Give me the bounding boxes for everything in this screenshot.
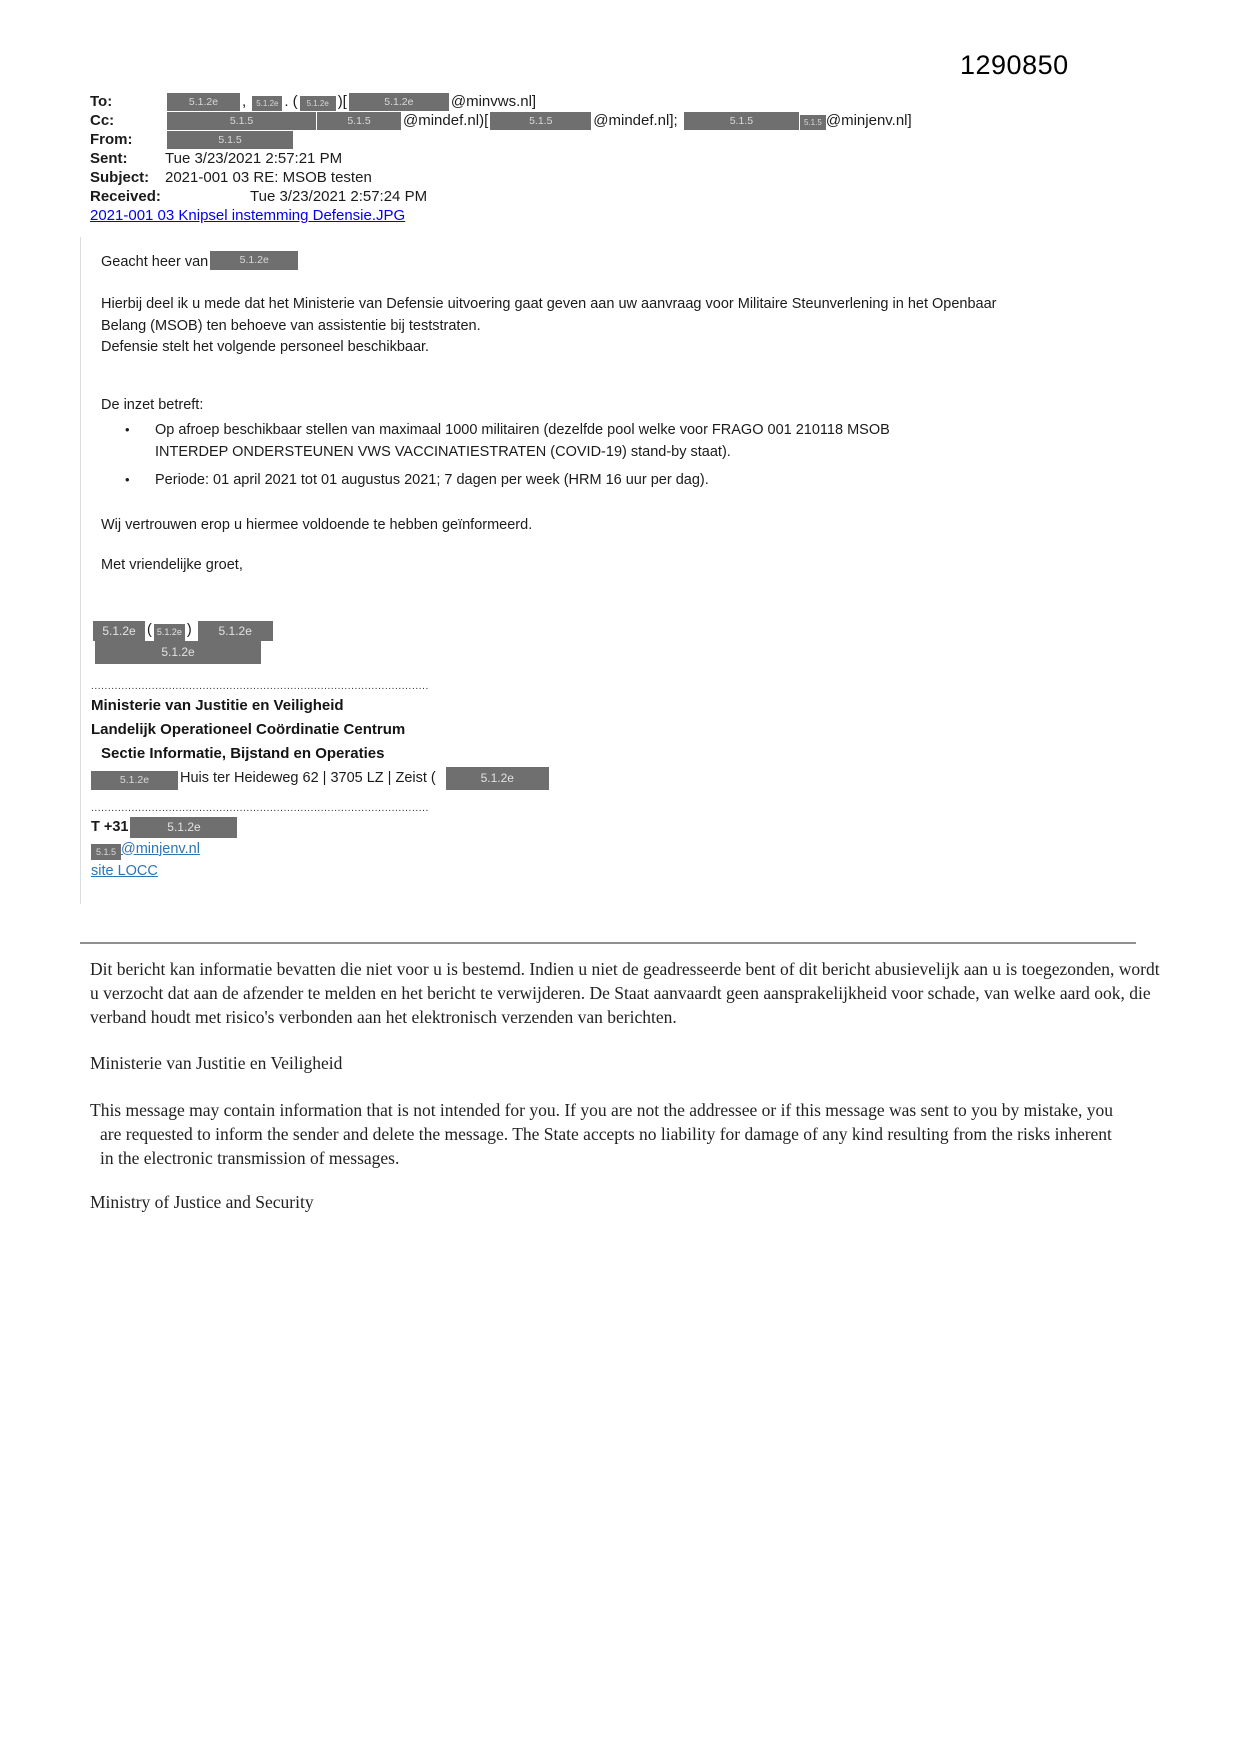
redaction-box: 5.1.5 [317,112,401,130]
salutation-line: Met vriendelijke groet, [101,556,243,573]
subject-label: Subject: [90,169,150,186]
closing-line: Wij vertrouwen erop u hiermee voldoende te hebben geïnformeerd. [101,516,533,533]
list-item [91,469,1241,491]
attachment-link[interactable]: 2021-001 03 Knipsel instemming Defensie.JPG [90,207,406,224]
redaction-box: 5.1.2e [349,93,449,111]
intro-paragraph [101,294,1011,359]
redaction-box: 5.1.2e [154,624,185,641]
header-row-sent [90,149,1241,168]
phone-prefix: T +31 [91,818,129,835]
paren-open: ( [147,621,152,638]
org-line-locc: Landelijk Operationeel Coördinatie Centrum [91,720,406,738]
to-punct: . ( [284,93,298,110]
email-line [91,838,1241,860]
subject-value: 2021-001 03 RE: MSOB testen [165,169,372,186]
redaction-box: 5.1.2e [446,767,549,790]
redaction-box: 5.1.2e [167,93,240,111]
to-label: To: [90,93,113,110]
bullet-list [91,419,1241,491]
footer-divider [80,942,1136,944]
redaction-box: 5.1.2e [210,251,298,270]
signature-name-row [91,597,1241,641]
signature-title-row [91,641,1241,664]
redaction-box: 5.1.5 [167,131,293,149]
received-value: Tue 3/23/2021 2:57:24 PM [250,188,428,205]
redaction-box: 5.1.2e [93,621,145,641]
org-name-dutch: Ministerie van Justitie en Veiligheid [90,1052,343,1073]
address-line [91,766,1241,790]
redaction-box: 5.1.5 [800,115,826,130]
org-line-ministry: Ministerie van Justitie en Veiligheid [91,696,344,714]
dotted-separator: .................................................................................................... [91,802,429,814]
paragraph-line: Hierbij deel ik u mede dat het Ministerie van Defensie uitvoering gaat geven aan uw aanvraag voor Militaire Steunverlening in het Openbaar Belang (MSOB) ten behoeve van assistentie bij teststraten. [101,296,997,334]
address-text: Huis ter Heideweg 62 | 3705 LZ | Zeist ( [180,769,436,786]
org-name-english: Ministry of Justice and Security [90,1191,314,1212]
bullet-text: Periode: 01 april 2021 tot 01 augustus 2021; 7 dagen per week (HRM 16 uur per dag). [155,471,709,488]
greeting-text: Geacht heer van [101,254,209,270]
cc-domain: @minjenv.nl] [825,112,912,129]
site-locc-link[interactable]: site LOCC [91,862,158,879]
header-row-to [90,92,1241,111]
list-item [91,419,1241,463]
email-body [80,237,1241,904]
bullet-icon: • [125,471,130,487]
header-row-received [90,187,1241,206]
cc-punct: @mindef.nl]; [593,112,678,129]
from-label: From: [90,131,133,148]
to-punct: )[ [337,93,347,110]
email-header [90,92,1241,225]
dotted-separator: .................................................................................................... [91,680,429,692]
header-row-subject [90,168,1241,187]
redaction-box: 5.1.2e [198,621,273,641]
disclaimer-dutch: Dit bericht kan informatie bevatten die niet voor u is bestemd. Indien u niet de geadresseerde bent of dit bericht abusievelijk aan u is toegezonden, wordt u verzocht dat aan de afzender te melden en het bericht te verwijderen. De Staat aanvaardt geen aansprakelijkheid voor schade, van welke aard ook, die verband houdt met risico's verbonden aan het elektronisch verzenden van berichten. [90,958,1160,1027]
cc-label: Cc: [90,112,115,129]
redaction-box: 5.1.2e [300,96,336,111]
disclaimer-footer [90,957,1241,1213]
bullet-text: Op afroep beschikbaar stellen van maximaal 1000 militairen (dezelfde pool welke voor FRAGO 001 210118 MSOB INTERDEP ONDERSTEUNEN VWS VACCINATIESTRATEN (COVID-19) stand-by staat). [155,421,890,460]
received-label: Received: [90,188,161,205]
disclaimer-english: This message may contain information that is not intended for you. If you are not the addressee or if this message was sent to you by mistake, you are requested to inform the sender and delete the message. The State accepts no liability for damage of any kind resulting from the risks inherent in the electronic transmission of messages. [90,1099,1114,1168]
redaction-box: 5.1.2e [130,817,237,838]
redaction-box: 5.1.2e [252,96,282,111]
header-row-attachment [90,206,1241,225]
org-line-section: Sectie Informatie, Bijstand en Operaties [101,744,385,762]
redaction-box: 5.1.5 [684,112,799,130]
sent-value: Tue 3/23/2021 2:57:21 PM [165,150,343,167]
redaction-box: 5.1.2e [91,771,178,790]
greeting-line [101,237,1241,270]
header-row-cc [90,111,1241,130]
document-number: 1290850 [960,50,1069,80]
cc-punct: @mindef.nl)[ [403,112,489,129]
paren-close: ) [186,621,192,638]
to-punct: , [242,93,247,110]
signature-block [91,597,1241,664]
list-intro: De inzet betreft: [101,396,204,413]
paragraph-line: Defensie stelt het volgende personeel beschikbaar. [101,339,430,355]
header-row-from [90,130,1241,149]
bullet-icon: • [125,421,130,437]
site-line [91,860,1241,882]
redaction-box: 5.1.2e [95,641,261,664]
to-domain: @minvws.nl] [450,93,537,110]
sent-label: Sent: [90,150,128,167]
phone-line [91,816,1241,838]
redaction-box: 5.1.5 [167,112,316,130]
redaction-box: 5.1.5 [490,112,591,130]
email-link[interactable]: @minjenv.nl [121,840,200,857]
redaction-box: 5.1.5 [91,844,121,860]
